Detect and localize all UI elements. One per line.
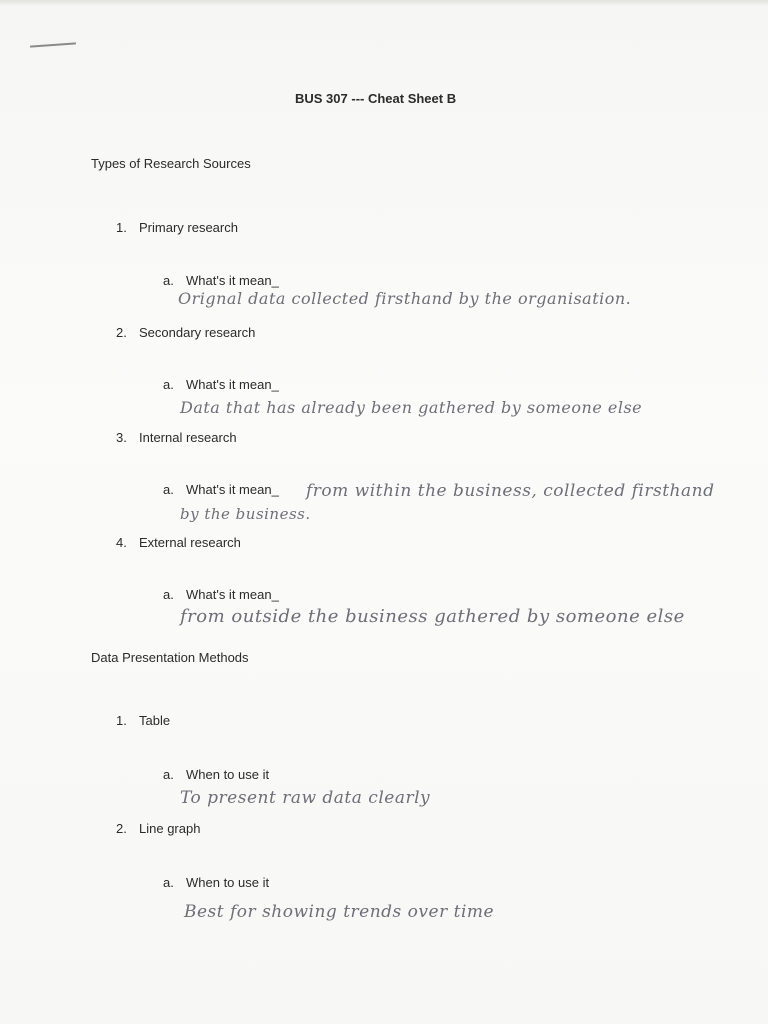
sub-letter: a. bbox=[163, 767, 174, 782]
section-heading-data-presentation: Data Presentation Methods bbox=[91, 650, 249, 665]
prompt-when-to-use: When to use it bbox=[186, 767, 270, 782]
sub-letter: a. bbox=[163, 482, 174, 497]
handwritten-answer-internal-continued: by the business. bbox=[180, 505, 311, 523]
item-number: 2. bbox=[116, 325, 127, 340]
sub-letter: a. bbox=[163, 377, 174, 392]
sub-letter: a. bbox=[163, 273, 174, 288]
item-number: 1. bbox=[116, 220, 127, 235]
sub-letter: a. bbox=[163, 587, 174, 602]
item-label-internal-research: Internal research bbox=[139, 430, 237, 445]
handwritten-answer-primary: Orignal data collected firsthand by the organisation. bbox=[178, 289, 632, 308]
section-heading-research-sources: Types of Research Sources bbox=[91, 156, 251, 171]
prompt-when-to-use: When to use it bbox=[186, 875, 270, 890]
prompt-whats-it-mean: What's it mean_ bbox=[186, 587, 279, 602]
paper-top-edge bbox=[0, 0, 768, 6]
document-title: BUS 307 --- Cheat Sheet B bbox=[295, 91, 457, 106]
item-label-primary-research: Primary research bbox=[139, 220, 238, 235]
prompt-whats-it-mean: What's it mean_ bbox=[186, 482, 279, 497]
item-label-line-graph: Line graph bbox=[139, 821, 201, 836]
handwritten-answer-internal: from within the business, collected firsthand bbox=[306, 481, 715, 501]
item-label-external-research: External research bbox=[139, 535, 241, 550]
item-number: 3. bbox=[116, 430, 127, 445]
item-label-secondary-research: Secondary research bbox=[139, 325, 256, 340]
item-number: 4. bbox=[116, 535, 127, 550]
item-label-table: Table bbox=[139, 713, 171, 728]
prompt-whats-it-mean: What's it mean_ bbox=[186, 273, 279, 288]
pen-stroke-mark bbox=[30, 42, 76, 47]
sub-letter: a. bbox=[163, 875, 174, 890]
handwritten-answer-secondary: Data that has already been gathered by someone else bbox=[180, 398, 643, 417]
handwritten-answer-table: To present raw data clearly bbox=[180, 788, 431, 808]
handwritten-answer-line-graph: Best for showing trends over time bbox=[184, 902, 495, 922]
item-number: 2. bbox=[116, 821, 127, 836]
prompt-whats-it-mean: What's it mean_ bbox=[186, 377, 279, 392]
item-number: 1. bbox=[116, 713, 127, 728]
handwritten-answer-external: from outside the business gathered by someone else bbox=[180, 606, 685, 627]
